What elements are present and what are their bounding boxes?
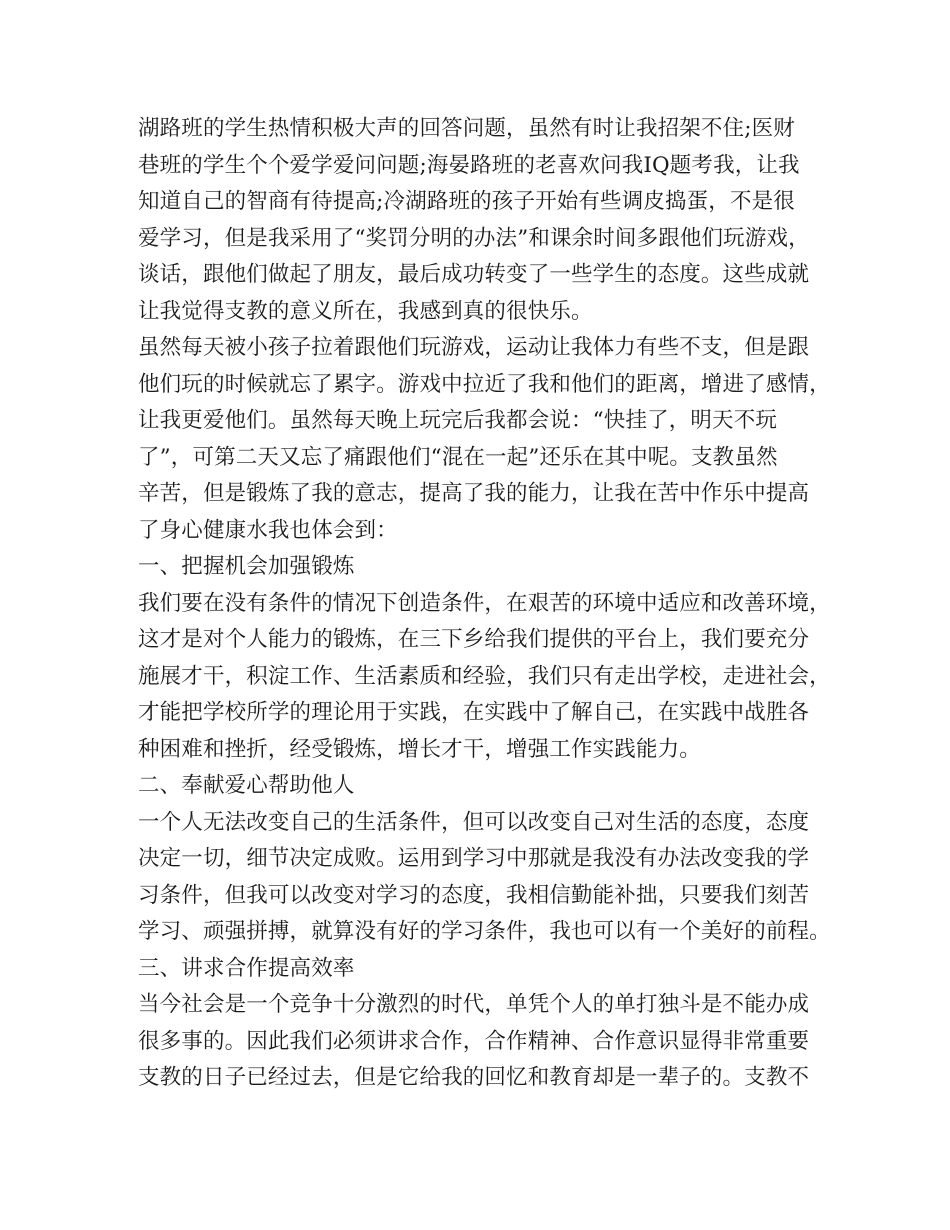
text-line: 决定一切，细节决定成败。运用到学习中那就是我没有办法改变我的学 [138, 846, 810, 871]
text-line: 让我觉得支教的意义所在，我感到真的很快乐。 [138, 298, 593, 324]
text-line: 才能把学校所学的理论用于实践，在实践中了解自己，在实践中战胜各 [138, 700, 810, 725]
text-line: 我们要在没有条件的情况下创造条件，在艰苦的环境中适应和改善环境， [138, 590, 831, 616]
document-body [138, 111, 838, 1097]
text-line: 很多事的。因此我们必须讲求合作，合作精神、合作意识显得非常重要 [138, 1028, 810, 1054]
text-line: 谈话，跟他们做起了朋友，最后成功转变了一些学生的态度。这些成就 [138, 262, 810, 287]
section-heading: 三、讲求合作提高效率 [138, 955, 355, 981]
section-heading: 二、奉献爱心帮助他人 [138, 773, 355, 798]
text-line: 虽然每天被小孩子拉着跟他们玩游戏，运动让我体力有些不支，但是跟 [138, 335, 810, 360]
section-heading: 一、把握机会加强锻炼 [138, 554, 355, 579]
text-line: 知道自己的智商有待提高;冷湖路班的孩子开始有些调皮捣蛋，不是很 [138, 189, 795, 214]
text-line: 种困难和挫折，经受锻炼，增长才干，增强工作实践能力。 [138, 736, 701, 762]
text-line: 巷班的学生个个爱学爱问问题;海晏路班的老喜欢问我IQ题考我，让我 [138, 152, 800, 178]
text-line: 爱学习，但是我采用了“奖罚分明的办法”和课余时间多跟他们玩游戏， [138, 225, 810, 251]
text-line: 让我更爱他们。虽然每天晚上玩完后我都会说：“快挂了，明天不玩 [138, 408, 777, 433]
text-line: 支教的日子已经过去，但是它给我的回忆和教育却是一辈子的。支教不 [138, 1065, 810, 1090]
text-line: 学习、顽强拼搏，就算没有好的学习条件，我也可以有一个美好的前程。 [138, 919, 831, 944]
text-line: 这才是对个人能力的锻炼，在三下乡给我们提供的平台上，我们要充分 [138, 627, 810, 652]
text-line: 当今社会是一个竞争十分激烈的时代，单凭个人的单打独斗是不能办成 [138, 992, 810, 1017]
text-line: 湖路班的学生热情积极大声的回答问题，虽然有时让我招架不住;医财 [138, 116, 795, 141]
text-line: 辛苦，但是锻炼了我的意志，提高了我的能力，让我在苦中作乐中提高 [138, 481, 810, 506]
text-line: 施展才干，积淀工作、生活素质和经验，我们只有走出学校，走进社会， [138, 663, 831, 689]
text-line: 了身心健康水我也体会到： [138, 517, 398, 543]
text-line: 他们玩的时候就忘了累字。游戏中拉近了我和他们的距离，增进了感情， [138, 371, 831, 397]
text-line: 习条件，但我可以改变对学习的态度，我相信勤能补拙，只要我们刻苦 [138, 882, 810, 908]
text-line: 一个人无法改变自己的生活条件，但可以改变自己对生活的态度，态度 [138, 809, 810, 835]
text-line: 了”，可第二天又忘了痛跟他们“混在一起”还乐在其中呢。支教虽然 [138, 444, 778, 470]
